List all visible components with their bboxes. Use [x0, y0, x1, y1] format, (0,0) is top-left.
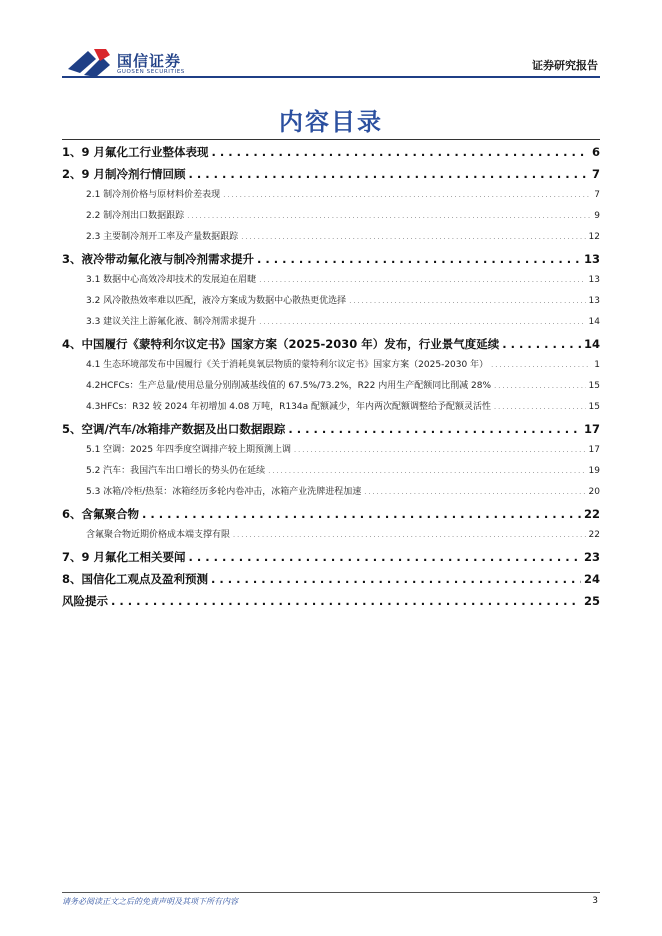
toc-entry-chapter[interactable]: [62, 333, 600, 355]
toc-entry-section[interactable]: [62, 270, 600, 291]
toc-entry-page: 13: [588, 275, 600, 285]
toc-entry-label: 3.1 数据中心高效冷却技术的发展迫在眉睫: [86, 275, 257, 285]
toc-entry-page: 1: [594, 360, 600, 370]
toc-leader-dots: [494, 397, 586, 418]
footer-divider: [62, 892, 600, 893]
toc-leader-dots: [349, 291, 585, 312]
logo-english-name: GUOSEN SECURITIES: [117, 69, 185, 75]
toc-leader-dots: [233, 525, 586, 546]
toc-entry-label: 4.2HCFCs：生产总量/使用总量分别削减基线值的 67.5%/73.2%，R22 内用生产配额同比削减 28%: [86, 381, 492, 391]
toc-entry-page: 14: [588, 317, 600, 327]
page-title: 内容目录: [279, 108, 383, 136]
toc-entry-section[interactable]: [62, 376, 600, 397]
toc-entry-page: 17: [583, 422, 600, 436]
toc-entry-section[interactable]: [62, 227, 600, 248]
footer-disclaimer: 请务必阅读正文之后的免责声明及其项下所有内容: [62, 897, 238, 906]
toc-entry-label: 风险提示: [62, 594, 108, 608]
toc-entry-section[interactable]: [62, 185, 600, 206]
toc-entry-section[interactable]: [62, 397, 600, 418]
toc-entry-page: 19: [588, 466, 600, 476]
toc-leader-dots: [268, 461, 585, 482]
toc-leader-dots: [257, 248, 581, 270]
toc-entry-page: 13: [583, 252, 600, 266]
toc-entry-chapter[interactable]: [62, 248, 600, 270]
title-divider: [62, 139, 600, 140]
toc-entry-section[interactable]: [62, 291, 600, 312]
toc-entry-label: 5、空调/汽车/冰箱排产数据及出口数据跟踪: [62, 422, 286, 436]
toc-entry-chapter[interactable]: [62, 503, 600, 525]
toc-leader-dots: [187, 206, 591, 227]
toc-entry-label: 3.3 建议关注上游氟化液、制冷剂需求提升: [86, 317, 257, 327]
toc-leader-dots: [211, 568, 581, 590]
toc-entry-page: 12: [588, 232, 600, 242]
toc-entry-page: 13: [588, 296, 600, 306]
toc-leader-dots: [259, 312, 585, 333]
toc-entry-page: 20: [588, 487, 600, 497]
toc-entry-chapter[interactable]: [62, 163, 600, 185]
toc-entry-section[interactable]: [62, 440, 600, 461]
toc-entry-page: 15: [588, 402, 600, 412]
toc-entry-page: 9: [594, 211, 600, 221]
toc-leader-dots: [189, 546, 581, 568]
toc-entry-section[interactable]: [62, 482, 600, 503]
toc-leader-dots: [294, 440, 586, 461]
toc-entry-page: 24: [583, 572, 600, 586]
toc-leader-dots: [212, 141, 589, 163]
toc-entry-label: 4.3HFCs：R32 较 2024 年初增加 4.08 万吨，R134a 配额减少，年内两次配额调整给予配额灵活性: [86, 402, 491, 412]
toc-entry-label: 4.1 生态环境部发布中国履行《关于消耗臭氧层物质的蒙特利尔议定书》国家方案（2025-2030 年）: [86, 360, 489, 370]
toc-entry-page: 7: [591, 167, 600, 181]
toc-entry-page: 23: [583, 550, 600, 564]
table-of-contents: [62, 141, 600, 612]
toc-entry-chapter[interactable]: [62, 590, 600, 612]
toc-leader-dots: [259, 270, 585, 291]
toc-entry-section[interactable]: [62, 206, 600, 227]
toc-entry-page: 15: [588, 381, 600, 391]
toc-leader-dots: [364, 482, 585, 503]
toc-entry-label: 含氟聚合物近期价格成本端支撑有限: [86, 530, 231, 540]
toc-entry-label: 5.2 汽车：我国汽车出口增长的势头仍在延续: [86, 466, 266, 476]
toc-leader-dots: [189, 163, 589, 185]
toc-entry-page: 6: [591, 145, 600, 159]
toc-leader-dots: [241, 227, 585, 248]
toc-entry-chapter[interactable]: [62, 568, 600, 590]
toc-entry-page: 25: [583, 594, 600, 608]
toc-entry-page: 7: [594, 190, 600, 200]
toc-entry-label: 2.2 制冷剂出口数据跟踪: [86, 211, 185, 221]
toc-entry-label: 2、9 月制冷剂行情回顾: [62, 167, 186, 181]
toc-entry-label: 1、9 月氟化工行业整体表现: [62, 145, 209, 159]
toc-entry-section[interactable]: [62, 525, 600, 546]
page-number: 3: [592, 896, 598, 906]
toc-leader-dots: [111, 590, 581, 612]
toc-leader-dots: [502, 333, 581, 355]
page-header: [0, 0, 662, 90]
toc-entry-label: 5.3 冰箱/冷柜/热泵：冰箱经历多轮内卷冲击，冰箱产业洗牌进程加速: [86, 487, 362, 497]
toc-entry-page: 22: [588, 530, 600, 540]
toc-entry-label: 3、液冷带动氟化液与制冷剂需求提升: [62, 252, 254, 266]
toc-entry-section[interactable]: [62, 355, 600, 376]
header-divider: [62, 76, 600, 78]
toc-entry-label: 2.3 主要制冷剂开工率及产量数据跟踪: [86, 232, 239, 242]
toc-entry-label: 2.1 制冷剂价格与原材料价差表现: [86, 190, 221, 200]
toc-entry-page: 14: [583, 337, 600, 351]
toc-entry-section[interactable]: [62, 461, 600, 482]
toc-entry-label: 7、9 月氟化工相关要闻: [62, 550, 186, 564]
toc-entry-chapter[interactable]: [62, 546, 600, 568]
toc-entry-label: 6、含氟聚合物: [62, 507, 140, 521]
toc-entry-label: 8、国信化工观点及盈利预测: [62, 572, 209, 586]
toc-leader-dots: [494, 376, 585, 397]
toc-entry-section[interactable]: [62, 312, 600, 333]
toc-entry-chapter[interactable]: [62, 418, 600, 440]
logo-chinese-name: 国信证券: [117, 52, 182, 70]
toc-entry-chapter[interactable]: [62, 141, 600, 163]
toc-leader-dots: [288, 418, 581, 440]
report-type-label: 证券研究报告: [532, 59, 598, 72]
toc-leader-dots: [142, 503, 581, 525]
toc-leader-dots: [223, 185, 591, 206]
toc-entry-label: 3.2 风冷散热效率难以匹配，液冷方案成为数据中心散热更优选择: [86, 296, 347, 306]
toc-entry-page: 17: [588, 445, 600, 455]
toc-leader-dots: [491, 355, 591, 376]
toc-entry-page: 22: [583, 507, 600, 521]
toc-entry-label: 4、中国履行《蒙特利尔议定书》国家方案（2025-2030 年）发布，行业景气度延续: [62, 337, 500, 351]
toc-entry-label: 5.1 空调：2025 年四季度空调排产较上期预测上调: [86, 445, 291, 455]
